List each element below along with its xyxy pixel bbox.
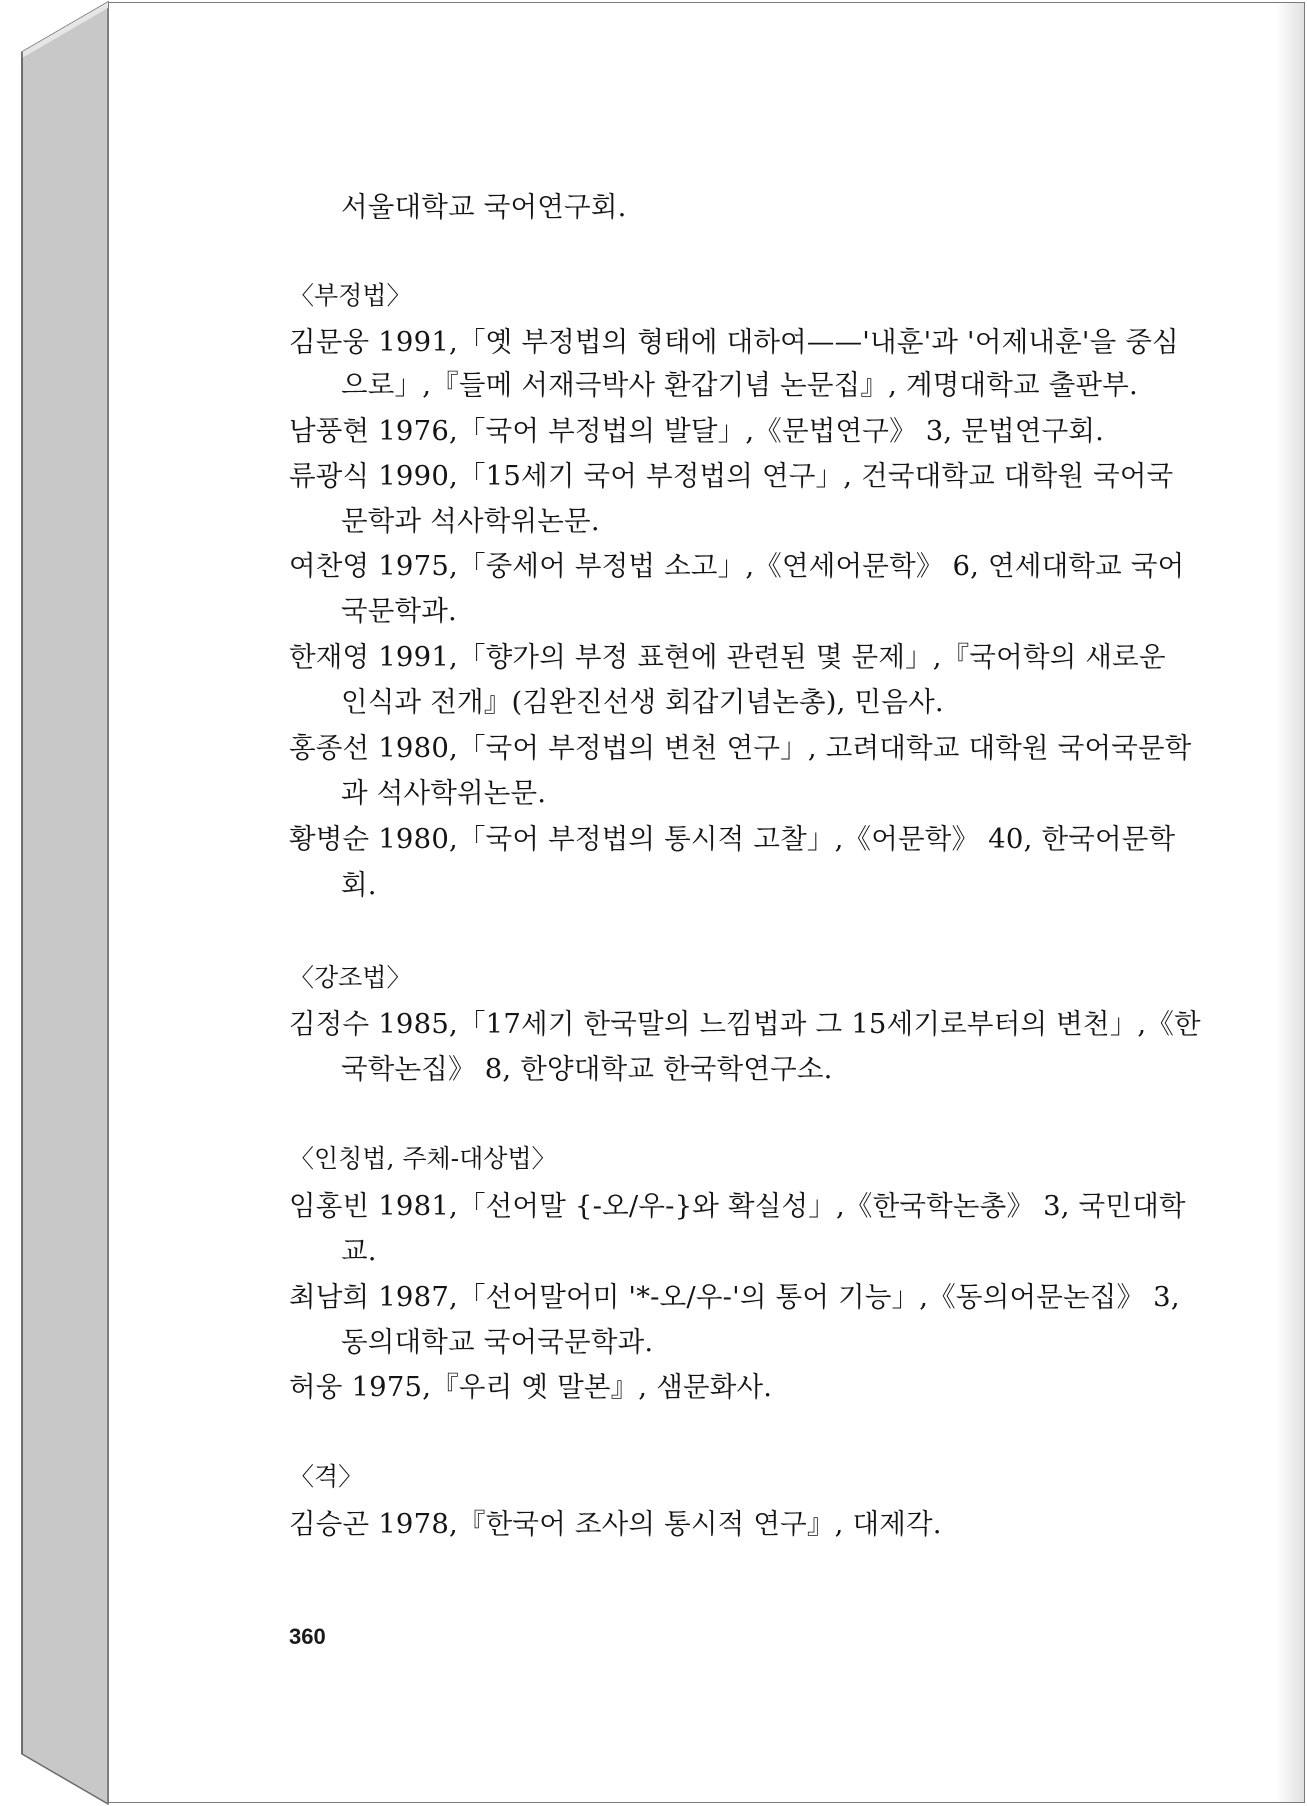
- bibliography-entry: 홍종선 1980,「국어 부정법의 변천 연구」, 고려대학교 대학원 국어국문학: [289, 732, 1192, 764]
- bibliography-entry: 임홍빈 1981,「선어말 {-오/우-}와 확실성」,《한국학논총》 3, 국민대학: [289, 1190, 1186, 1222]
- bibliography-entry-continuation: 서울대학교 국어연구회.: [341, 191, 627, 223]
- bibliography-entry: 허웅 1975,『우리 옛 말본』, 샘문화사.: [289, 1371, 773, 1403]
- section-heading-person: 〈인칭법, 주체-대상법〉: [289, 1144, 557, 1173]
- section-heading-negation: 〈부정법〉: [289, 281, 412, 310]
- bibliography-entry: 김문웅 1991,「옛 부정법의 형태에 대하여——'내훈'과 '어제내훈'을 중심: [289, 326, 1179, 358]
- section-heading-emphasis: 〈강조법〉: [289, 963, 412, 992]
- bibliography-entry-continuation: 회.: [341, 869, 377, 901]
- bibliography-entry: 최남희 1987,「선어말어미 '*-오/우-'의 통어 기능」,《동의어문논집》 3,: [289, 1281, 1180, 1313]
- page-number: 360: [289, 1624, 326, 1649]
- bibliography-entry-continuation: 과 석사학위논문.: [341, 777, 547, 809]
- bibliography-entry: 황병순 1980,「국어 부정법의 통시적 고찰」,《어문학》 40, 한국어문학: [289, 823, 1176, 855]
- bibliography-entry-continuation: 교.: [341, 1235, 377, 1267]
- bibliography-entry-continuation: 동의대학교 국어국문학과.: [341, 1326, 654, 1358]
- book-page: [108, 2, 1305, 1803]
- bibliography-entry: 남풍현 1976,「국어 부정법의 발달」,《문법연구》 3, 문법연구회.: [289, 415, 1105, 447]
- bibliography-entry: 김정수 1985,「17세기 한국말의 느낌법과 그 15세기로부터의 변천」,《한: [289, 1008, 1201, 1040]
- section-heading-case: 〈격〉: [289, 1462, 364, 1491]
- bibliography-entry: 김승곤 1978,『한국어 조사의 통시적 연구』, 대제각.: [289, 1508, 942, 1540]
- bibliography-entry-continuation: 국문학과.: [341, 595, 458, 627]
- book-spine-edge: [0, 0, 112, 1806]
- bibliography-entry-continuation: 인식과 전개』(김완진선생 회갑기념논총), 민음사.: [341, 686, 944, 718]
- bibliography-entry: 한재영 1991,「향가의 부정 표현에 관련된 몇 문제」,『국어학의 새로운: [289, 641, 1166, 673]
- bibliography-entry-continuation: 국학논집》 8, 한양대학교 한국학연구소.: [341, 1053, 833, 1085]
- bibliography-entry-continuation: 문학과 석사학위논문.: [341, 505, 600, 537]
- page-edge-shadow: [1276, 3, 1304, 1802]
- bibliography-entry-continuation: 으로」,『들메 서재극박사 환갑기념 논문집』, 계명대학교 출판부.: [341, 369, 1138, 401]
- bibliography-entry: 류광식 1990,「15세기 국어 부정법의 연구」, 건국대학교 대학원 국어국: [289, 460, 1174, 492]
- bibliography-entry: 여찬영 1975,「중세어 부정법 소고」,《연세어문학》 6, 연세대학교 국어: [289, 550, 1185, 582]
